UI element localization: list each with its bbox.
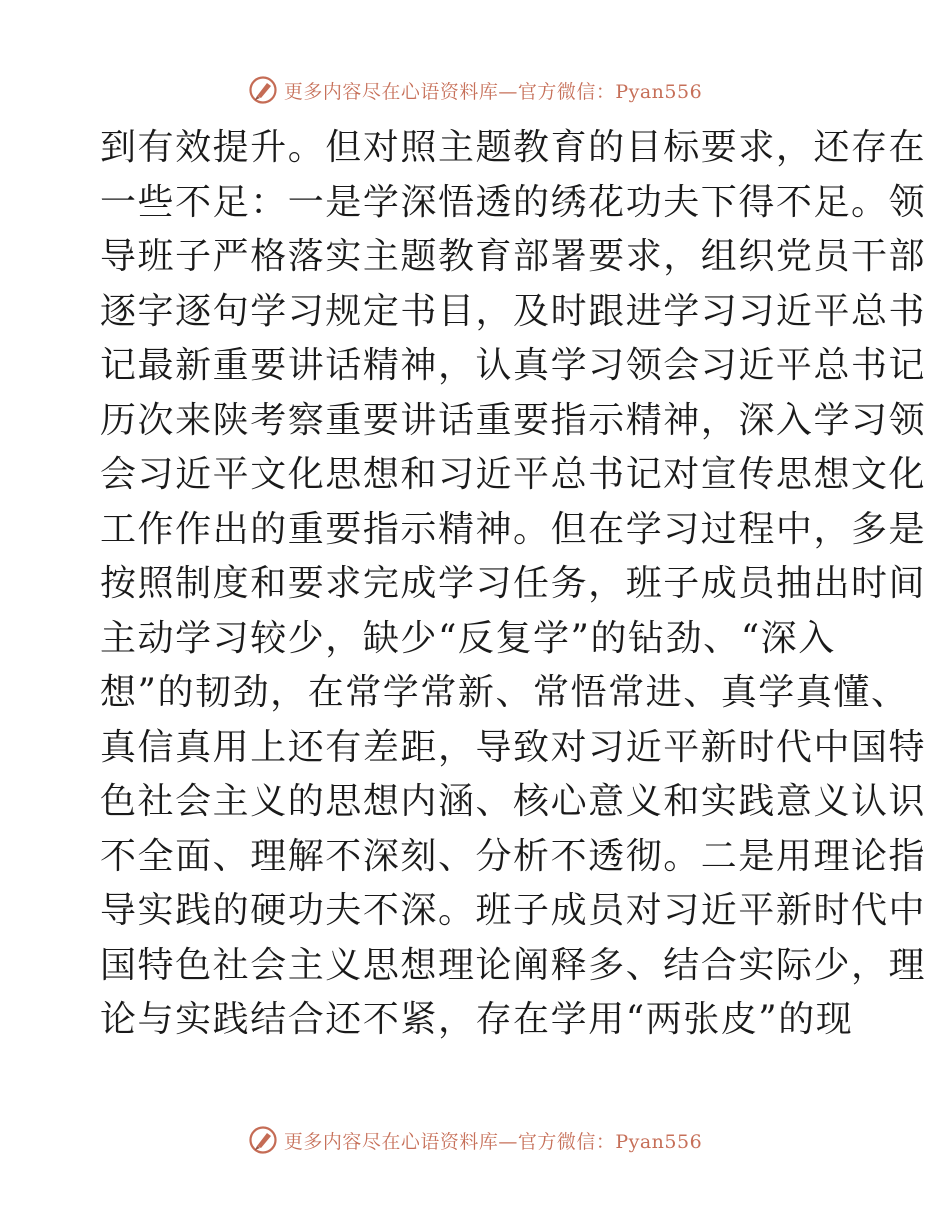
text-line: 真信真用上还有差距，导致对习近平新时代中国特 <box>100 726 927 768</box>
header-watermark <box>0 73 950 107</box>
pen-nib-logo-icon <box>248 75 278 105</box>
text-line: 按照制度和要求完成学习任务，班子成员抽出时间 <box>100 563 927 604</box>
text-line: 逐字逐句学习规定书目，及时跟进学习习近平总书 <box>100 290 927 332</box>
text-line: 想”的韧劲，在常学常新、常悟常进、真学真懂、 <box>100 672 909 713</box>
pen-nib-logo-icon <box>248 1125 278 1155</box>
text-line: 导班子严格落实主题教育部署要求，组织党员干部 <box>100 236 927 277</box>
watermark-text: 更多内容尽在心语资料库—官方微信：Pyan556 <box>283 1130 703 1153</box>
text-line: 工作作出的重要指示精神。但在学习过程中，多是 <box>100 508 927 550</box>
text-line: 主动学习较少，缺少“反复学”的钻劲、“深入 <box>100 617 836 659</box>
footer-watermark <box>0 1123 950 1157</box>
text-line: 色社会主义的思想内涵、核心意义和实践意义认识 <box>100 781 927 822</box>
text-line: 会习近平文化思想和习近平总书记对宣传思想文化 <box>100 454 927 495</box>
document-body <box>100 121 927 1048</box>
text-line: 历次来陕考察重要讲话重要指示精神，深入学习领 <box>100 399 927 441</box>
watermark-text: 更多内容尽在心语资料库—官方微信：Pyan556 <box>283 80 703 103</box>
text-line: 记最新重要讲话精神，认真学习领会习近平总书记 <box>100 345 927 386</box>
text-line: 论与实践结合还不紧，存在学用“两张皮”的现 <box>100 999 854 1040</box>
text-line: 国特色社会主义思想理论阐释多、结合实际少，理 <box>100 944 927 986</box>
text-line: 到有效提升。但对照主题教育的目标要求，还存在 <box>100 127 927 168</box>
text-line: 导实践的硬功夫不深。班子成员对习近平新时代中 <box>100 890 927 931</box>
text-line: 一些不足：一是学深悟透的绣花功夫下得不足。领 <box>100 181 927 223</box>
text-line: 不全面、理解不深刻、分析不透彻。二是用理论指 <box>100 835 927 877</box>
